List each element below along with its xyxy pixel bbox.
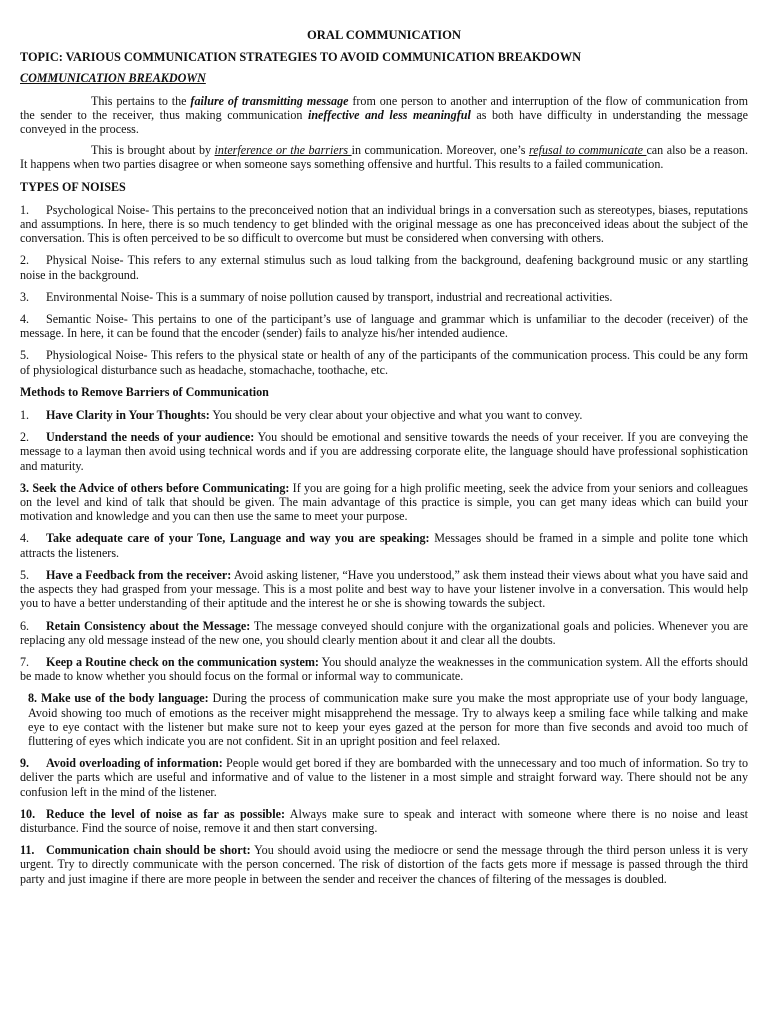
emphasis-text: ineffective and less meaningful <box>307 107 471 122</box>
item-number: 11. <box>20 843 35 858</box>
item-title: Have a Feedback from the receiver: <box>46 567 232 582</box>
text-run: This pertains to the <box>91 93 191 108</box>
item-title: Take adequate care of your Tone, Language and way you are speaking: <box>46 531 430 546</box>
item-title: Retain Consistency about the Message: <box>46 618 251 633</box>
list-item <box>20 290 748 304</box>
list-item <box>20 807 748 835</box>
item-text: Avoid asking listener, “Have you understood,” ask them instead their views about what you have said and the aspects they had grasped from your message. This is a most polite and best way to have your listener involve in a conversation. This would help you to have a better understanding of their aptitude and the interest he or she is showing towards the subject. <box>20 567 748 611</box>
item-title: Make use of the body language: <box>40 691 209 706</box>
item-text: Psychological Noise- This pertains to the preconceived notion that an individual brings in a conversation such as stereotypes, biases, reputations and assumptions. In here, there is so much tendency to get blinded with the original message as one has preconceived ideas about the subject of the conversation. This is often perceived to be so difficult to overcome but must be considered when conversing with others. <box>20 202 748 246</box>
item-text: Semantic Noise- This pertains to one of the participant’s use of language and grammar which is unfamiliar to the decoder (receiver) of the message. In here, it can be found that the encoder (sender) fails to analyze his/her intended audience. <box>20 312 748 341</box>
text-run: from one person to another and interruption of the flow of communication from the sender to the receiver, thus making communication <box>20 93 748 122</box>
noises-list <box>20 203 748 377</box>
item-text: You should be very clear about your objective and what you want to convey. <box>209 408 583 423</box>
item-text: During the process of communication make sure you make the most appropriate use of your body language, Avoid showing too much of emotions as the receiver might misapprehend the message. Try to always keep a smiling face while talking and make eye to eye contact with the listener but make sure not to keep your eyes gazed at the person for more than five seconds and avoid too much of fluttering of eyes which indicate you are not confident. Sit in an upright position and feel relaxed. <box>28 691 749 748</box>
text-run: in communication. Moreover, one’s <box>351 143 529 158</box>
list-item <box>20 430 748 473</box>
list-item <box>20 203 748 246</box>
item-text: You should avoid using the mediocre or send the message through the third person unless it is very urgent. Try to directly communicate with the person concerned. The risk of distortion of the facts gets more if message is passed through the third party and just imagine if there are more people in between the sender and receiver the chances of filtering of the messages is doubled. <box>20 843 748 886</box>
item-title: Seek the Advice of others before Communicating: <box>32 480 290 495</box>
item-number: 4. <box>20 531 30 546</box>
intro-paragraph-2 <box>20 143 748 171</box>
list-item <box>20 655 748 683</box>
item-text: You should analyze the weaknesses in the communication system. All the efforts should be made to know whether you should focus on the formal or informal way to communicate. <box>20 654 748 684</box>
item-text: If you are going for a high prolific meeting, seek the advice from your seniors and colleagues on the level and kind of talk that should be given. The main advantage of this practice is simple, you can get many ideas which can build your motivation and knowledge and you can then use the same to meet your purpose. <box>20 480 748 524</box>
item-text: Physical Noise- This refers to any external stimulus such as loud talking from the background, deafening background music or any startling noise in the background. <box>20 253 748 282</box>
item-title: Understand the needs of your audience: <box>46 430 255 445</box>
item-number: 9. <box>20 756 30 771</box>
section-heading: COMMUNICATION BREAKDOWN <box>20 71 206 86</box>
document-title: ORAL COMMUNICATION <box>306 28 462 42</box>
item-text: The message conveyed should conjure with the organizational goals and policies. Whenever you are replacing any old message instead of the new one, you should clearly mention about it and clear all the doubts. <box>20 618 748 647</box>
text-run: This is brought about by <box>91 143 215 158</box>
item-title: Reduce the level of noise as far as possible: <box>46 806 286 821</box>
item-text: You should be emotional and sensitive towards the needs of your receiver. If you are conveying the message to a layman then avoid using technical words and if you are addressing corporate elite, the language should have professional sophistication and maturity. <box>20 430 749 473</box>
list-item <box>20 531 748 559</box>
item-number: 5. <box>20 348 30 363</box>
item-title: Avoid overloading of information: <box>46 756 223 771</box>
emphasis-text: failure of transmitting message <box>190 93 349 108</box>
item-number: 2. <box>20 430 30 445</box>
text-run: can also be a reason. It happens when two parties disagree or when someone says something offensive and hurtful. This results to a failed communication. <box>20 143 748 172</box>
item-title: Keep a Routine check on the communication system: <box>46 654 319 669</box>
item-text: Physiological Noise- This refers to the physical state or health of any of the participants of the communication process. This could be any form of physiological disturbance such as headache, stomachache, toothache, etc. <box>20 348 748 377</box>
item-number: 3. <box>20 480 30 495</box>
item-number: 1. <box>20 408 30 423</box>
item-number: 5. <box>20 567 30 582</box>
topic-line: TOPIC: VARIOUS COMMUNICATION STRATEGIES TO AVOID COMMUNICATION BREAKDOWN <box>20 50 582 65</box>
list-item <box>20 312 748 340</box>
noises-heading: TYPES OF NOISES <box>20 179 126 194</box>
item-number: 7. <box>20 654 30 669</box>
list-item <box>20 481 748 524</box>
list-item <box>20 568 748 611</box>
item-number: 10. <box>20 806 36 821</box>
list-item <box>20 843 748 886</box>
list-item <box>20 691 748 748</box>
item-text: Always make sure to speak and interact with someone where there is no noise and least disturbance. Find the source of noise, remove it and then start conversing. <box>20 806 749 835</box>
intro-paragraph-1 <box>20 94 748 137</box>
item-number: 8. <box>28 691 38 706</box>
item-title: Have Clarity in Your Thoughts: <box>46 408 210 423</box>
item-text: Messages should be framed in a simple and polite tone which attracts the listeners. <box>20 531 748 560</box>
methods-list <box>20 408 748 886</box>
methods-heading: Methods to Remove Barriers of Communication <box>20 384 269 399</box>
underlined-text: interference or the barriers <box>214 143 352 158</box>
item-text: Environmental Noise- This is a summary of noise pollution caused by transport, industrial and recreational activities. <box>46 289 613 304</box>
underlined-text: refusal to communicate <box>528 143 647 158</box>
item-number: 1. <box>20 202 30 217</box>
list-item <box>20 619 748 647</box>
item-number: 4. <box>20 312 30 327</box>
item-number: 6. <box>20 618 30 633</box>
list-item <box>20 348 748 376</box>
item-number: 2. <box>20 253 30 268</box>
item-number: 3. <box>20 289 30 304</box>
item-title: Communication chain should be short: <box>46 843 251 858</box>
text-run: as both have difficulty in understanding the message conveyed in the process. <box>20 107 748 137</box>
list-item <box>20 408 748 422</box>
item-text: People would get bored if they are bombarded with the unnecessary and too much of information. So try to deliver the parts which are useful and informative and of value to the listener in a most simple and straight forward way. There should not be any confusion left in the mind of the listener. <box>20 756 749 799</box>
list-item <box>20 253 748 281</box>
list-item <box>20 756 748 799</box>
